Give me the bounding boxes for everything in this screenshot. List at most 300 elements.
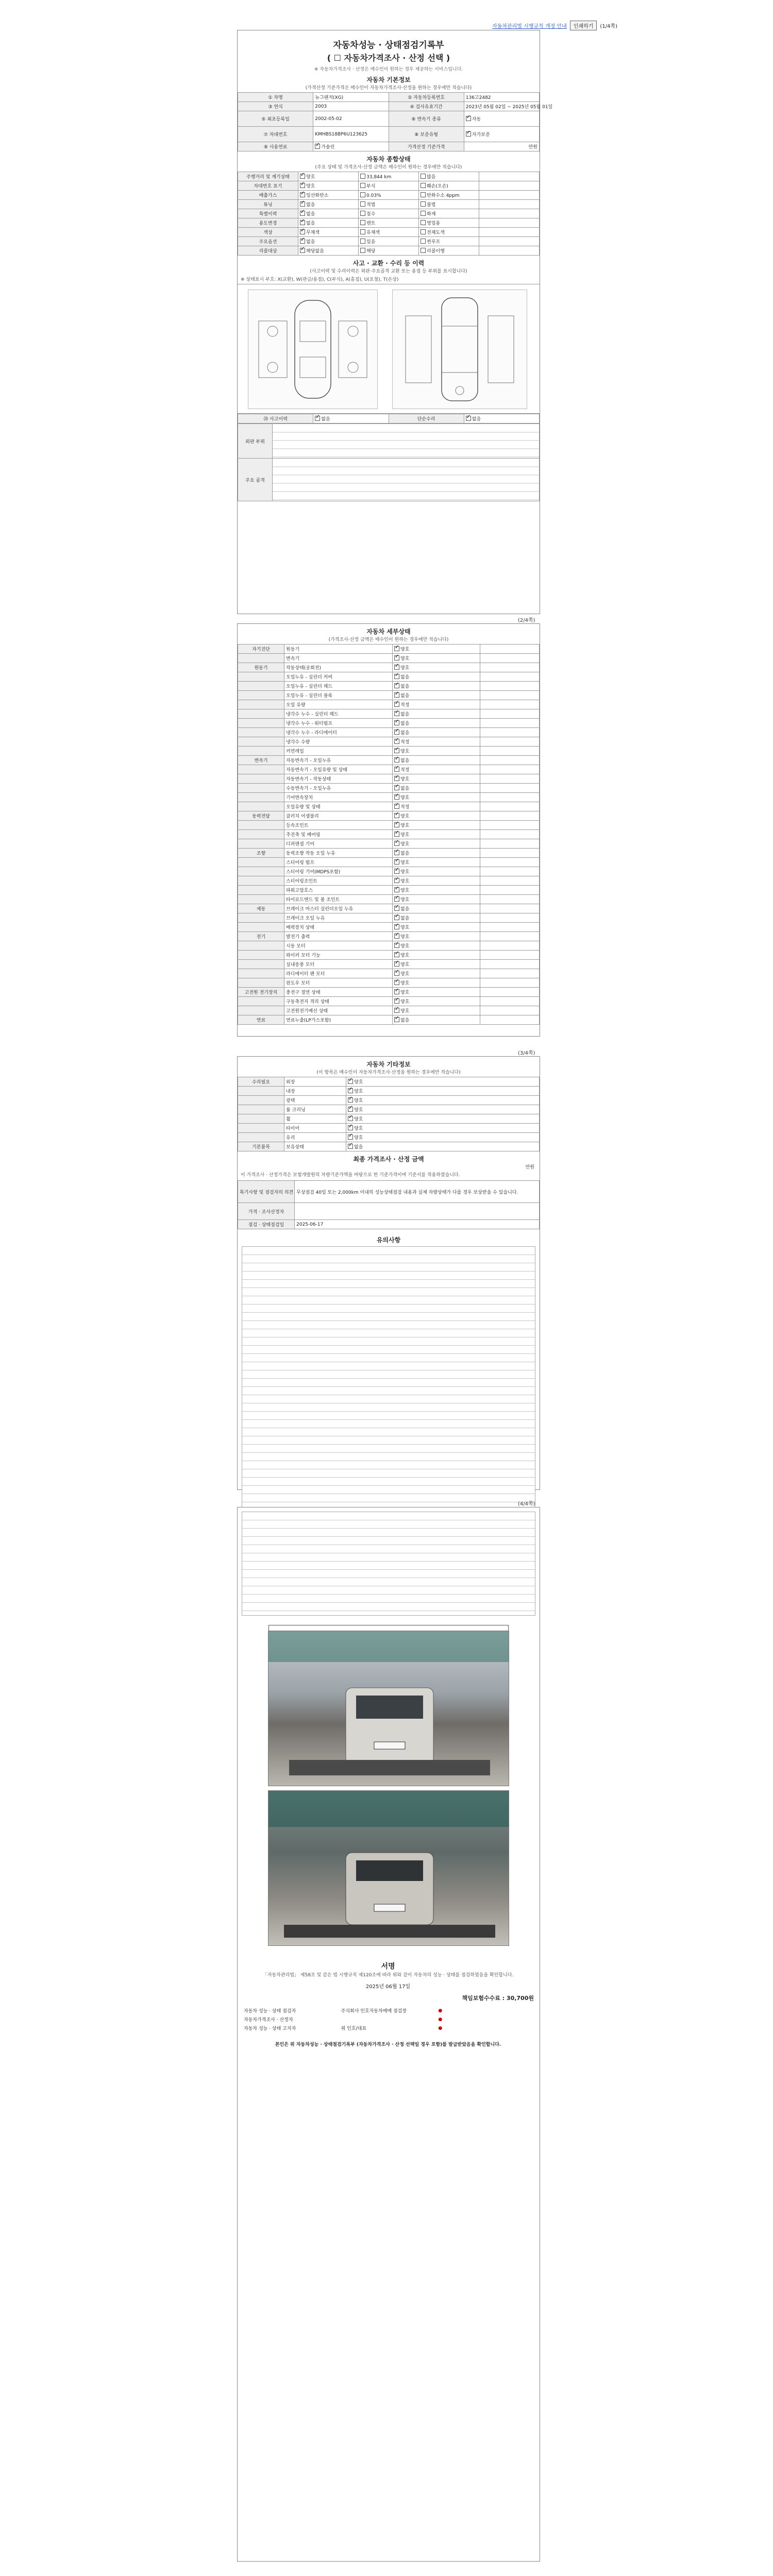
price-cell — [480, 1015, 540, 1025]
price-cell — [480, 774, 540, 784]
remarks-text — [242, 1246, 535, 1526]
page-3 — [237, 1056, 540, 1490]
condition-row — [238, 209, 540, 218]
condition-value: ✓ 없음 — [298, 237, 359, 246]
checkbox[interactable] — [421, 229, 426, 234]
condition-label: 배출가스 — [238, 191, 298, 200]
detail-group — [238, 876, 284, 886]
checkbox[interactable] — [394, 998, 399, 1004]
detail-item: 클러치 어셈블리 — [284, 811, 393, 821]
detail-row — [238, 867, 540, 876]
price-cell — [479, 209, 540, 218]
detail-status: ✓ 적정 — [393, 700, 480, 709]
condition-value: ✓ 양호 — [298, 181, 359, 191]
detail-row — [238, 793, 540, 802]
label: ⑧ 보증유형 — [389, 127, 464, 142]
checkbox[interactable] — [360, 192, 365, 197]
other-item: 유리 — [284, 1133, 346, 1142]
checkbox[interactable] — [348, 1088, 353, 1093]
seal-icon: ● — [438, 2025, 443, 2031]
price-cell — [480, 913, 540, 923]
checkbox[interactable] — [394, 1017, 399, 1022]
condition-row — [238, 237, 540, 246]
condition-row — [238, 172, 540, 181]
checkbox[interactable] — [300, 211, 305, 216]
price-cell — [479, 191, 540, 200]
checkbox[interactable] — [348, 1116, 353, 1121]
detail-row — [238, 728, 540, 737]
detail-status: ✓ 양호 — [393, 960, 480, 969]
detail-status: ✓ 없음 — [393, 904, 480, 913]
checkbox[interactable] — [421, 239, 426, 244]
other-item: 내장 — [284, 1087, 346, 1096]
detail-status: ✓ 양호 — [393, 876, 480, 886]
checkbox[interactable] — [421, 192, 426, 197]
checkbox[interactable] — [394, 989, 399, 994]
detail-group — [238, 654, 284, 663]
detail-status: ✓ 없음 — [393, 691, 480, 700]
other-notice: (이 항목은 매수인이 자동차가격조사·산정을 원하는 경우에만 적습니다) — [316, 1070, 461, 1075]
fee: 책임보험수수료 : 30,700원 — [462, 1995, 534, 2002]
vin: KMHBS18BP6U123625 — [313, 127, 389, 142]
condition-label: 색상 — [238, 228, 298, 237]
detail-row — [238, 821, 540, 830]
detail-item: 변속기 — [284, 654, 393, 663]
other-status: ✓ 양호 — [346, 1114, 540, 1124]
price-cell — [480, 700, 540, 709]
condition-notice: (주요 상태 및 가격조사·산정 금액은 매수인이 원하는 경우에만 적습니다) — [315, 165, 462, 170]
checkbox[interactable] — [394, 850, 399, 855]
detail-item: 타이로드엔드 및 볼 조인트 — [284, 895, 393, 904]
other-row — [238, 1096, 540, 1105]
other-heading: 자동차 기타정보 — [366, 1061, 411, 1068]
condition-value: ✓ 없음 — [298, 209, 359, 218]
detail-group — [238, 1006, 284, 1015]
detail-row — [238, 1015, 540, 1025]
detail-row — [238, 784, 540, 793]
label: 주요 골격 — [238, 459, 273, 501]
top-controls — [492, 21, 617, 30]
detail-group — [238, 700, 284, 709]
checkbox[interactable] — [360, 174, 365, 179]
checkbox[interactable] — [394, 896, 399, 902]
checkbox[interactable] — [394, 720, 399, 725]
checkbox[interactable] — [348, 1125, 353, 1130]
notice-link[interactable]: 자동차관리법 시행규칙 개정 안내 — [492, 24, 567, 29]
checkbox[interactable] — [300, 183, 305, 188]
detail-item: 냉각수 누수 - 워터펌프 — [284, 719, 393, 728]
label: 가격 · 조사산정자 — [238, 1203, 295, 1220]
price-cell — [480, 793, 540, 802]
other-status: ✓ 양호 — [346, 1096, 540, 1105]
checkbox[interactable] — [394, 692, 399, 698]
checkbox[interactable] — [394, 665, 399, 670]
signer-org — [340, 2015, 437, 2024]
checkbox[interactable] — [300, 248, 305, 253]
inspector-note: 무상점검 40일 또는 2,000km 이내의 성능상태점검 내용과 실제 차량상태가 다를 경우 보상받을 수 있습니다. — [295, 1181, 540, 1203]
other-item: 외장 — [284, 1077, 346, 1087]
checkbox[interactable] — [466, 416, 471, 421]
detail-item: 냉각수 누수 - 라디에이터 — [284, 728, 393, 737]
checkbox[interactable] — [394, 859, 399, 865]
detail-row — [238, 876, 540, 886]
detail-item: 스티어링 펌프 — [284, 858, 393, 867]
detail-row — [238, 913, 540, 923]
other-group — [238, 1124, 284, 1133]
detail-status: ✓ 양호 — [393, 951, 480, 960]
detail-row — [238, 709, 540, 719]
checkbox[interactable] — [394, 646, 399, 651]
checkbox[interactable] — [394, 804, 399, 809]
price-cell — [480, 737, 540, 747]
condition-value: 썬루프 — [419, 237, 479, 246]
detail-status: ✓ 적정 — [393, 802, 480, 811]
detail-status: ✓ 없음 — [393, 719, 480, 728]
price-cell — [480, 951, 540, 960]
condition-value: 침수 — [359, 209, 419, 218]
detail-row — [238, 951, 540, 960]
detail-item: 브레이크 마스터 실린더오일 누유 — [284, 904, 393, 913]
checkbox[interactable] — [394, 1008, 399, 1013]
checkbox[interactable] — [348, 1079, 353, 1084]
price-cell — [479, 181, 540, 191]
basic-heading: 자동차 기본정보 — [366, 76, 411, 83]
detail-status: ✓ 양호 — [393, 867, 480, 876]
price-cell — [479, 228, 540, 237]
detail-row — [238, 691, 540, 700]
condition-label: 리콜대상 — [238, 246, 298, 256]
label: ② 자동차등록번호 — [389, 93, 464, 102]
checkbox[interactable] — [360, 211, 365, 216]
price-cell — [480, 895, 540, 904]
inspection-photo-front — [268, 1631, 509, 1786]
label: ① 차명 — [238, 93, 313, 102]
detail-group — [238, 941, 284, 951]
label: 외판 부위 — [238, 424, 273, 459]
label: ⑳ 사고이력 — [238, 414, 313, 423]
detail-status: ✓ 없음 — [393, 784, 480, 793]
price-cell — [479, 218, 540, 228]
other-item: 휠 — [284, 1114, 346, 1124]
detail-item: 오일유량 및 상태 — [284, 802, 393, 811]
detail-row — [238, 737, 540, 747]
checkbox[interactable] — [394, 767, 399, 772]
warranty: ✓ 자가보증 — [464, 127, 539, 142]
checkbox[interactable] — [466, 116, 471, 121]
checkbox[interactable] — [394, 794, 399, 800]
condition-label: 특별이력 — [238, 209, 298, 218]
detail-status: ✓ 양호 — [393, 747, 480, 756]
checkbox[interactable] — [394, 906, 399, 911]
detail-status: ✓ 없음 — [393, 849, 480, 858]
label: ⑤ 최초등록일 — [238, 111, 313, 127]
price-cell — [480, 709, 540, 719]
signer-org: 주식회사 인호자동차매매 점검장 — [341, 2009, 407, 2014]
price-cell — [480, 802, 540, 811]
condition-value: 있음 — [359, 237, 419, 246]
price-cell — [480, 886, 540, 895]
detail-group — [238, 719, 284, 728]
detail-item: 자동변속기 - 작동상태 — [284, 774, 393, 784]
checkbox[interactable] — [394, 869, 399, 874]
condition-value: 훼손(오손) — [419, 181, 479, 191]
other-status: ✓ 양호 — [346, 1105, 540, 1114]
condition-value: 부식 — [359, 181, 419, 191]
checkbox[interactable] — [394, 971, 399, 976]
checkbox[interactable] — [394, 776, 399, 781]
detail-status: ✓ 양호 — [393, 886, 480, 895]
detail-item: 오일누유 - 실린더 블록 — [284, 691, 393, 700]
detail-status: ✓ 양호 — [393, 830, 480, 839]
checkbox[interactable] — [348, 1107, 353, 1112]
checkbox[interactable] — [394, 785, 399, 790]
detail-item: 디퍼렌셜 기어 — [284, 839, 393, 849]
checkbox[interactable] — [315, 416, 320, 421]
other-group: 기본품목 — [238, 1142, 284, 1151]
checkbox[interactable] — [394, 822, 399, 827]
detail-group — [238, 858, 284, 867]
price-cell — [480, 784, 540, 793]
detail-row — [238, 682, 540, 691]
other-group — [238, 1096, 284, 1105]
checkbox[interactable] — [394, 757, 399, 762]
price-cell — [480, 1006, 540, 1015]
detail-row — [238, 672, 540, 682]
label: ⑥ 변속기 종류 — [389, 111, 464, 127]
detail-row — [238, 765, 540, 774]
price-cell — [480, 988, 540, 997]
checkbox[interactable] — [394, 832, 399, 837]
detail-group: 연료 — [238, 1015, 284, 1025]
condition-value: 불법 — [419, 200, 479, 209]
checkbox[interactable] — [394, 887, 399, 892]
detail-status: ✓ 양호 — [393, 811, 480, 821]
condition-row — [238, 181, 540, 191]
other-group — [238, 1105, 284, 1114]
doc-title: 자동차성능 · 상태점검기록부 — [333, 40, 444, 50]
check-date: 2025-06-17 — [295, 1220, 540, 1229]
detail-item: 발전기 출력 — [284, 932, 393, 941]
checkbox[interactable] — [421, 174, 426, 179]
print-button[interactable]: 인쇄하기 — [570, 21, 597, 30]
detail-row — [238, 774, 540, 784]
checkbox[interactable] — [421, 248, 426, 253]
checkbox[interactable] — [394, 943, 399, 948]
detail-item: 라디에이터 팬 모터 — [284, 969, 393, 978]
price-cell — [480, 960, 540, 969]
checkbox[interactable] — [394, 655, 399, 660]
checkbox[interactable] — [360, 201, 365, 207]
checkbox[interactable] — [300, 239, 305, 244]
detail-row — [238, 932, 540, 941]
condition-label: 주요옵션 — [238, 237, 298, 246]
detail-group — [238, 960, 284, 969]
detail-group: 자기진단 — [238, 645, 284, 654]
checkbox[interactable] — [300, 192, 305, 197]
checkbox[interactable] — [300, 201, 305, 207]
checkbox[interactable] — [360, 220, 365, 225]
final-unit: 만원 — [525, 1165, 534, 1170]
detail-group — [238, 682, 284, 691]
detail-table — [238, 644, 540, 1025]
outer-rows — [273, 424, 540, 459]
detail-group: 제동 — [238, 904, 284, 913]
checkbox[interactable] — [394, 934, 399, 939]
price-cell — [479, 246, 540, 256]
price-cell — [480, 858, 540, 867]
checkbox[interactable] — [466, 131, 471, 137]
condition-label: 주행거리 및 계기상태 — [238, 172, 298, 181]
detail-item: 고전원전기배선 상태 — [284, 1006, 393, 1015]
checkbox[interactable] — [300, 220, 305, 225]
price-cell — [480, 672, 540, 682]
checkbox[interactable] — [421, 183, 426, 188]
checkbox[interactable] — [394, 924, 399, 929]
checkbox[interactable] — [394, 730, 399, 735]
checkbox[interactable] — [394, 980, 399, 985]
condition-value: ✓ 일산화탄소 — [298, 191, 359, 200]
price-cell — [480, 682, 540, 691]
detail-item: 원동기 — [284, 645, 393, 654]
detail-group — [238, 821, 284, 830]
price-cell — [479, 172, 540, 181]
detail-item: 스티어링 기어(MDPS포함) — [284, 867, 393, 876]
detail-item: 브레이크 오일 누유 — [284, 913, 393, 923]
detail-group — [238, 765, 284, 774]
checkbox[interactable] — [360, 229, 365, 234]
price-cell — [480, 728, 540, 737]
checkbox[interactable] — [394, 813, 399, 818]
checkbox[interactable] — [360, 248, 365, 253]
detail-group — [238, 969, 284, 978]
detail-status: ✓ 양호 — [393, 645, 480, 654]
checkbox[interactable] — [394, 952, 399, 957]
detail-status: ✓ 양호 — [393, 932, 480, 941]
seal-icon: ● — [438, 2008, 443, 2013]
label: ③ 연식 — [238, 102, 313, 111]
other-row — [238, 1077, 540, 1087]
condition-value: ✓ 무채색 — [298, 228, 359, 237]
label: ⑨ 사용연료 — [238, 142, 313, 151]
detail-item: 자동변속기 - 오일누유 — [284, 756, 393, 765]
price-cell — [479, 237, 540, 246]
detail-group — [238, 747, 284, 756]
price-cell — [480, 663, 540, 672]
signer-label: 자동차 성능 · 상태 고지자 — [244, 2026, 296, 2031]
other-item: 타이어 — [284, 1124, 346, 1133]
year: 2003 — [313, 102, 389, 111]
checkbox[interactable] — [421, 211, 426, 216]
detail-item: 시동 모터 — [284, 941, 393, 951]
condition-value: 해당 — [359, 246, 419, 256]
checkbox[interactable] — [394, 878, 399, 883]
price-cell — [480, 923, 540, 932]
checkbox[interactable] — [300, 229, 305, 234]
detail-item: 스티어링조인트 — [284, 876, 393, 886]
detail-status: ✓ 양호 — [393, 839, 480, 849]
detail-row — [238, 969, 540, 978]
checkbox[interactable] — [360, 239, 365, 244]
detail-group: 동력전달 — [238, 811, 284, 821]
detail-status: ✓ 양호 — [393, 923, 480, 932]
receipt-confirmation: 본인은 위 자동차성능 · 상태점검기록부 (자동차가격조사 · 산정 선택일 경우 포함)를 발급받았음을 확인합니다. — [275, 2042, 501, 2047]
detail-item: 구동축전지 격리 상태 — [284, 997, 393, 1006]
remarks-continued — [242, 1512, 535, 1616]
price-cell — [480, 811, 540, 821]
checkbox[interactable] — [394, 841, 399, 846]
detail-group: 원동기 — [238, 663, 284, 672]
other-row — [238, 1105, 540, 1114]
detail-item: 자동변속기 - 오일유량 및 상태 — [284, 765, 393, 774]
checkbox[interactable] — [348, 1134, 353, 1140]
detail-status: ✓ 없음 — [393, 709, 480, 719]
other-item: 룸 크리닝 — [284, 1105, 346, 1114]
price-cell — [480, 867, 540, 876]
checkbox[interactable] — [421, 201, 426, 207]
detail-notice: (가격조사·산정 금액은 매수인이 원하는 경우에만 적습니다) — [328, 637, 449, 642]
price-cell — [480, 719, 540, 728]
condition-value: 렌트 — [359, 218, 419, 228]
fuel: ✓ 가솔린 — [313, 142, 389, 151]
checkbox[interactable] — [394, 702, 399, 707]
checkbox[interactable] — [315, 144, 320, 149]
accident-heading: 사고 · 교환 · 수리 등 이력 — [352, 260, 425, 267]
checkbox[interactable] — [394, 961, 399, 967]
checkbox[interactable] — [394, 683, 399, 688]
checkbox[interactable] — [394, 674, 399, 679]
detail-status: ✓ 양호 — [393, 988, 480, 997]
checkbox[interactable] — [394, 739, 399, 744]
checkbox[interactable] — [360, 183, 365, 188]
page-number: (2/4쪽) — [518, 618, 535, 623]
checkbox[interactable] — [421, 220, 426, 225]
price-cell — [479, 200, 540, 209]
detail-item: 실내송풍 모터 — [284, 960, 393, 969]
detail-status: ✓ 양호 — [393, 793, 480, 802]
page-2 — [237, 623, 540, 1037]
car-photo-icon — [268, 1791, 509, 1945]
condition-label: 차대번호 표기 — [238, 181, 298, 191]
accident-legend: ※ 상태표시 부호: X(교환), W(판금/용접), C(부식), A(흠집), U(요철), T(손상) — [241, 277, 399, 282]
checkbox[interactable] — [300, 174, 305, 179]
detail-status: ✓ 없음 — [393, 1015, 480, 1025]
first-reg: 2002-05-02 — [313, 111, 389, 127]
other-item: 광택 — [284, 1096, 346, 1105]
checkbox[interactable] — [394, 915, 399, 920]
detail-row — [238, 978, 540, 988]
checkbox[interactable] — [348, 1097, 353, 1103]
inspection-photo-rear — [268, 1790, 509, 1946]
checkbox[interactable] — [394, 711, 399, 716]
condition-row — [238, 191, 540, 200]
detail-status: ✓ 없음 — [393, 728, 480, 737]
checkbox[interactable] — [348, 1144, 353, 1149]
label: ⑦ 차대번호 — [238, 127, 313, 142]
car-diagram-area — [238, 284, 540, 414]
checkbox[interactable] — [394, 748, 399, 753]
detail-row — [238, 923, 540, 932]
detail-item: 배력장치 상태 — [284, 923, 393, 932]
condition-value: ✓ 양호 — [298, 172, 359, 181]
detail-group — [238, 802, 284, 811]
other-status: ✓ 양호 — [346, 1087, 540, 1096]
detail-status: ✓ 없음 — [393, 913, 480, 923]
sign-table — [238, 1180, 540, 1229]
seal-icon: ● — [438, 2016, 443, 2022]
condition-table — [238, 172, 540, 256]
detail-item: 파워고압호스 — [284, 886, 393, 895]
detail-item: 충전구 절연 상태 — [284, 988, 393, 997]
